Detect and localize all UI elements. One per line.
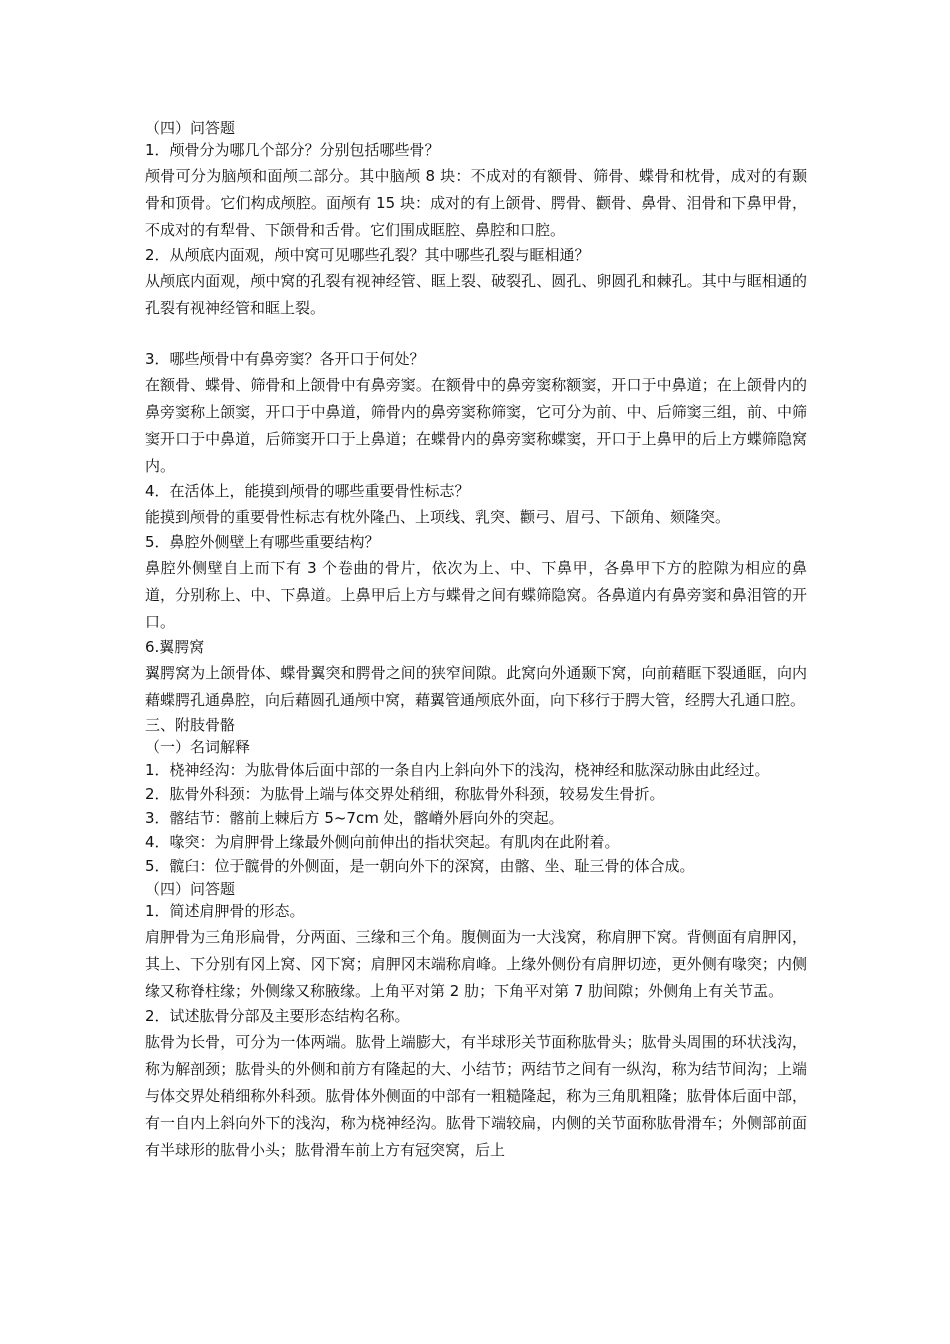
question: 6.翼腭窝	[145, 638, 205, 656]
section-heading: （一）名词解释	[145, 738, 251, 756]
answer-paragraph: 肱骨为长骨，可分为一体两端。肱骨上端膨大，有半球形关节面称肱骨头；肱骨头周围的环状浅沟，称为解剖颈；肱骨头的外侧和前方有隆起的大、小结节；两结节之间有一纵沟，称为结节间沟；上端与体交界处稍细称外科颈。肱骨体外侧面的中部有一粗糙隆起，称为三角肌粗隆；肱骨体后面中部，有一自内上斜向外下的浅沟，称为桡神经沟。肱骨下端较扁，内侧的关节面称肱骨滑车；外侧部前面有半球形的肱骨小头；肱骨滑车前上方有冠突窝，后上	[145, 1033, 807, 1159]
question: 3．哪些颅骨中有鼻旁窦？各开口于何处？	[145, 350, 425, 368]
blank-line	[145, 322, 807, 348]
term-definition: 3．髂结节：髂前上棘后方 5~7cm 处，髂嵴外唇向外的突起。	[145, 809, 564, 827]
section-heading: （四）问答题	[145, 880, 236, 898]
question: 2．从颅底内面观，颅中窝可见哪些孔裂？其中哪些孔裂与眶相通？	[145, 246, 590, 264]
answer-paragraph: 肩胛骨为三角形扁骨，分两面、三缘和三个角。腹侧面为一大浅窝，称肩胛下窝。背侧面有肩胛冈，其上、下分别有冈上窝、冈下窝；肩胛冈末端称肩峰。上缘外侧份有肩胛切迹，更外侧有喙突；内侧缘又称脊柱缘；外侧缘又称腋缘。上角平对第 2 肋；下角平对第 7 肋间隙；外侧角上有关节盂。	[145, 928, 807, 1000]
term-definition: 4．喙突：为肩胛骨上缘最外侧向前伸出的指状突起。有肌肉在此附着。	[145, 833, 620, 851]
term-definition: 1．桡神经沟：为肱骨体后面中部的一条自内上斜向外下的浅沟，桡神经和肱深动脉由此经过。	[145, 761, 770, 779]
term-definition: 2．肱骨外科颈：为肱骨上端与体交界处稍细，称肱骨外科颈，较易发生骨折。	[145, 785, 665, 803]
answer-paragraph: 鼻腔外侧壁自上而下有 3 个卷曲的骨片，依次为上、中、下鼻甲，各鼻甲下方的腔隙为相应的鼻道，分别称上、中、下鼻道。上鼻甲后上方与蝶骨之间有蝶筛隐窝。各鼻道内有鼻旁窦和鼻泪管的开口。	[145, 559, 807, 631]
section-heading: （四）问答题	[145, 119, 236, 137]
question: 2．试述肱骨分部及主要形态结构名称。	[145, 1007, 410, 1025]
question: 1．颅骨分为哪几个部分？分别包括哪些骨？	[145, 141, 440, 159]
question: 4．在活体上，能摸到颅骨的哪些重要骨性标志？	[145, 482, 470, 500]
term-definition: 5．髋臼：位于髋骨的外侧面，是一朝向外下的深窝，由髂、坐、耻三骨的体合成。	[145, 857, 695, 875]
section-heading: 三、附肢骨骼	[145, 716, 236, 734]
answer-paragraph: 从颅底内面观，颅中窝的孔裂有视神经管、眶上裂、破裂孔、圆孔、卵圆孔和棘孔。其中与眶相通的孔裂有视神经管和眶上裂。	[145, 272, 807, 317]
answer-paragraph: 在额骨、蝶骨、筛骨和上颌骨中有鼻旁窦。在额骨中的鼻旁窦称额窦，开口于中鼻道；在上颌骨内的鼻旁窦称上颌窦，开口于中鼻道，筛骨内的鼻旁窦称筛窦，它可分为前、中、后筛窦三组，前、中筛窦开口于中鼻道，后筛窦开口于上鼻道；在蝶骨内的鼻旁窦称蝶窦，开口于上鼻甲的后上方蝶筛隐窝内。	[145, 376, 807, 475]
answer-paragraph: 翼腭窝为上颌骨体、蝶骨翼突和腭骨之间的狭窄间隙。此窝向外通颞下窝，向前藉眶下裂通眶，向内藉蝶腭孔通鼻腔，向后藉圆孔通颅中窝，藉翼管通颅底外面，向下移行于腭大管，经腭大孔通口腔。	[145, 664, 807, 709]
question: 5．鼻腔外侧壁上有哪些重要结构？	[145, 533, 380, 551]
document-body	[145, 117, 807, 1164]
question: 1．简述肩胛骨的形态。	[145, 902, 305, 920]
answer-paragraph: 能摸到颅骨的重要骨性标志有枕外隆凸、上项线、乳突、颧弓、眉弓、下颌角、颏隆突。	[145, 508, 731, 526]
answer-paragraph: 颅骨可分为脑颅和面颅二部分。其中脑颅 8 块：不成对的有额骨、筛骨、蝶骨和枕骨，成对的有颞骨和顶骨。它们构成颅腔。面颅有 15 块：成对的有上颌骨、腭骨、颧骨、鼻骨、泪骨和下鼻甲骨，不成对的有犁骨、下颌骨和舌骨。它们围成眶腔、鼻腔和口腔。	[145, 167, 807, 239]
